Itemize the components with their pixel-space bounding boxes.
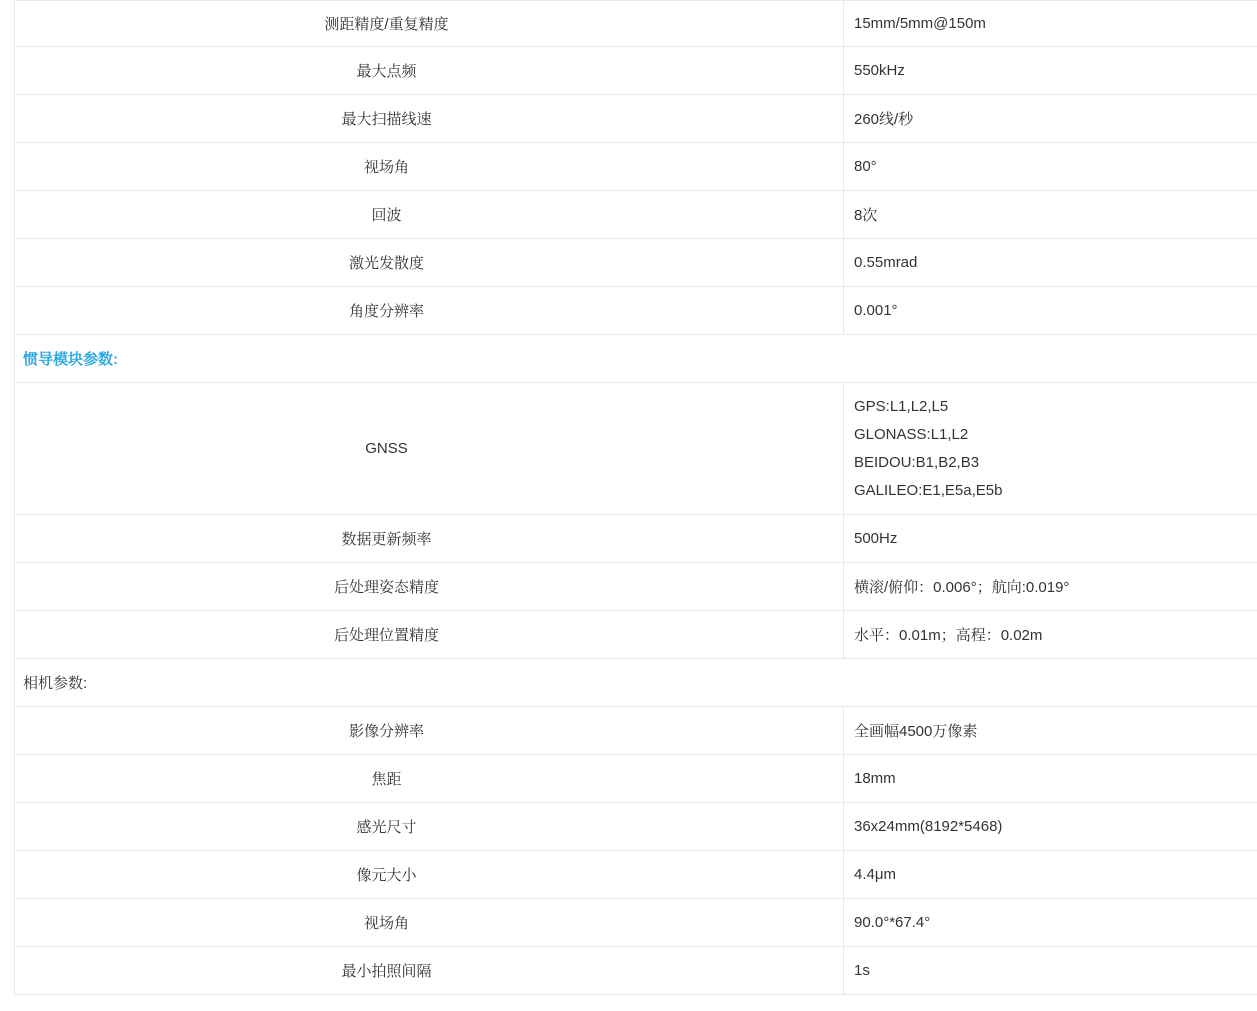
table-row [15,899,1257,947]
table-row [15,515,1257,563]
spec-label: 后处理姿态精度 [15,563,844,611]
gnss-line: GLONASS:L1,L2 [854,425,969,443]
spec-value: 15mm/5mm@150m [844,1,1257,47]
spec-label: 回波 [15,191,844,239]
spec-table [14,0,1257,995]
spec-label: 像元大小 [15,851,844,899]
spec-value: 8次 [844,191,1257,239]
table-row [15,755,1257,803]
spec-value: 80° [844,143,1257,191]
spec-value: 1s [844,947,1257,995]
table-row [15,707,1257,755]
gnss-line: GPS:L1,L2,L5 [854,397,949,415]
spec-label: 最大点频 [15,47,844,95]
spec-label: 焦距 [15,755,844,803]
spec-label: 数据更新频率 [15,515,844,563]
spec-value: 36x24mm(8192*5468) [844,803,1257,851]
table-row [15,659,1257,707]
table-row [15,335,1257,383]
spec-label: GNSS [15,383,844,515]
spec-value: 全画幅4500万像素 [844,707,1257,755]
table-row [15,851,1257,899]
table-row [15,611,1257,659]
spec-value: 550kHz [844,47,1257,95]
spec-label: 影像分辨率 [15,707,844,755]
spec-label: 最大扫描线速 [15,95,844,143]
spec-value: 0.001° [844,287,1257,335]
section-header-camera: 相机参数: [15,659,1257,707]
spec-label: 激光发散度 [15,239,844,287]
table-row [15,803,1257,851]
table-row [15,947,1257,995]
gnss-line: GALILEO:E1,E5a,E5b [854,481,1003,499]
table-row [15,287,1257,335]
table-row [15,143,1257,191]
spec-value: 18mm [844,755,1257,803]
spec-value: 0.55mrad [844,239,1257,287]
section-header-inertial: 惯导模块参数: [15,335,1257,383]
spec-value: 4.4μm [844,851,1257,899]
spec-label: 测距精度/重复精度 [15,1,844,47]
spec-label: 后处理位置精度 [15,611,844,659]
spec-label: 视场角 [15,143,844,191]
spec-value: 水平：0.01m；高程：0.02m [844,611,1257,659]
spec-value: 260线/秒 [844,95,1257,143]
spec-label: 最小拍照间隔 [15,947,844,995]
spec-value: 横滚/俯仰：0.006°；航向:0.019° [844,563,1257,611]
table-row [15,239,1257,287]
spec-value [844,383,1257,515]
table-row [15,191,1257,239]
table-row [15,383,1257,515]
spec-value: 500Hz [844,515,1257,563]
spec-value: 90.0°*67.4° [844,899,1257,947]
table-row [15,563,1257,611]
spec-label: 视场角 [15,899,844,947]
spec-label: 感光尺寸 [15,803,844,851]
table-row [15,1,1257,47]
gnss-line: BEIDOU:B1,B2,B3 [854,453,980,471]
table-row [15,95,1257,143]
table-row [15,47,1257,95]
spec-label: 角度分辨率 [15,287,844,335]
